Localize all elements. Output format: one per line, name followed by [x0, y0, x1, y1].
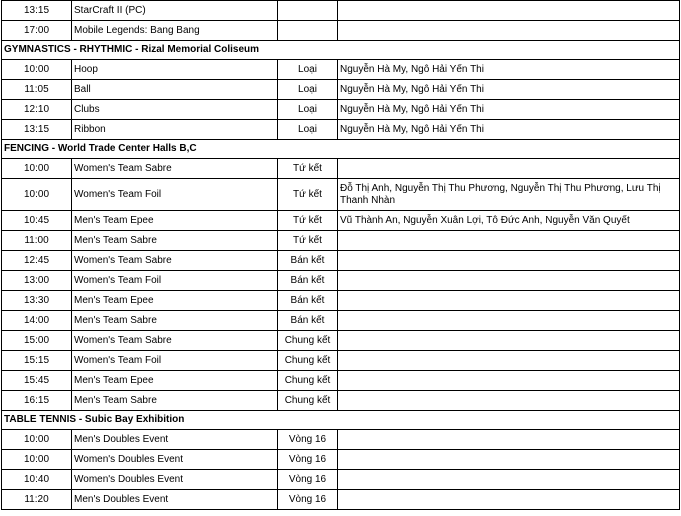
athletes-cell: Nguyễn Hà My, Ngô Hải Yến Thi [338, 120, 680, 140]
schedule-row [2, 371, 680, 391]
round-cell: Tứ kết [278, 159, 338, 179]
schedule-row [2, 271, 680, 291]
schedule-row [2, 351, 680, 371]
round-cell: Chung kết [278, 391, 338, 411]
time-cell: 10:00 [2, 179, 72, 211]
schedule-row [2, 251, 680, 271]
schedule-row [2, 450, 680, 470]
time-cell: 15:00 [2, 331, 72, 351]
athletes-cell [338, 430, 680, 450]
round-cell: Vòng 16 [278, 450, 338, 470]
time-cell: 10:00 [2, 60, 72, 80]
round-cell: Loại [278, 100, 338, 120]
event-cell: Men's Team Epee [72, 371, 278, 391]
section-title: GYMNASTICS - RHYTHMIC - Rizal Memorial Coliseum [2, 41, 680, 60]
athletes-cell [338, 470, 680, 490]
schedule-row [2, 21, 680, 41]
athletes-cell [338, 331, 680, 351]
schedule-row [2, 60, 680, 80]
round-cell [278, 1, 338, 21]
athletes-cell [338, 271, 680, 291]
schedule-row [2, 231, 680, 251]
event-cell: Clubs [72, 100, 278, 120]
section-title: FENCING - World Trade Center Halls B,C [2, 140, 680, 159]
event-cell: Men's Team Sabre [72, 311, 278, 331]
athletes-cell [338, 450, 680, 470]
athletes-cell [338, 159, 680, 179]
event-cell: Men's Team Epee [72, 211, 278, 231]
round-cell: Bán kết [278, 271, 338, 291]
round-cell: Vòng 16 [278, 430, 338, 450]
athletes-cell [338, 351, 680, 371]
event-cell: Men's Team Sabre [72, 391, 278, 411]
event-cell: Hoop [72, 60, 278, 80]
athletes-cell [338, 231, 680, 251]
event-cell: Ribbon [72, 120, 278, 140]
time-cell: 10:00 [2, 450, 72, 470]
schedule-row [2, 430, 680, 450]
time-cell: 13:15 [2, 1, 72, 21]
section-title: TABLE TENNIS - Subic Bay Exhibition [2, 411, 680, 430]
round-cell: Tứ kết [278, 211, 338, 231]
section-header-row [2, 411, 680, 430]
time-cell: 13:00 [2, 271, 72, 291]
event-cell: Women's Doubles Event [72, 450, 278, 470]
time-cell: 11:20 [2, 490, 72, 510]
athletes-cell: Nguyễn Hà My, Ngô Hải Yến Thi [338, 60, 680, 80]
time-cell: 12:10 [2, 100, 72, 120]
athletes-cell [338, 21, 680, 41]
time-cell: 15:15 [2, 351, 72, 371]
athletes-cell [338, 391, 680, 411]
schedule-row [2, 211, 680, 231]
event-cell: Women's Doubles Event [72, 470, 278, 490]
round-cell [278, 21, 338, 41]
time-cell: 11:05 [2, 80, 72, 100]
athletes-cell: Nguyễn Hà My, Ngô Hải Yến Thi [338, 80, 680, 100]
round-cell: Vòng 16 [278, 490, 338, 510]
round-cell: Loại [278, 120, 338, 140]
schedule-row [2, 1, 680, 21]
schedule-row [2, 179, 680, 211]
schedule-row [2, 100, 680, 120]
athletes-cell: Nguyễn Hà My, Ngô Hải Yến Thi [338, 100, 680, 120]
section-header-row [2, 140, 680, 159]
round-cell: Bán kết [278, 311, 338, 331]
round-cell: Chung kết [278, 331, 338, 351]
round-cell: Bán kết [278, 251, 338, 271]
time-cell: 10:40 [2, 470, 72, 490]
schedule-row [2, 470, 680, 490]
round-cell: Chung kết [278, 351, 338, 371]
event-cell: Women's Team Foil [72, 351, 278, 371]
round-cell: Loại [278, 60, 338, 80]
time-cell: 10:45 [2, 211, 72, 231]
event-cell: Men's Doubles Event [72, 430, 278, 450]
schedule-row [2, 159, 680, 179]
athletes-cell [338, 251, 680, 271]
time-cell: 10:00 [2, 159, 72, 179]
event-cell: StarCraft II (PC) [72, 1, 278, 21]
athletes-cell [338, 371, 680, 391]
time-cell: 17:00 [2, 21, 72, 41]
section-header-row [2, 41, 680, 60]
event-cell: Women's Team Sabre [72, 331, 278, 351]
round-cell: Tứ kết [278, 231, 338, 251]
athletes-cell: Đỗ Thị Anh, Nguyễn Thị Thu Phương, Nguyễn Thị Thu Phương, Lưu Thị Thanh Nhàn [338, 179, 680, 211]
schedule-row [2, 311, 680, 331]
event-cell: Men's Team Sabre [72, 231, 278, 251]
time-cell: 11:00 [2, 231, 72, 251]
event-cell: Women's Team Foil [72, 271, 278, 291]
schedule-row [2, 331, 680, 351]
time-cell: 14:00 [2, 311, 72, 331]
event-cell: Women's Team Foil [72, 179, 278, 211]
schedule-row [2, 120, 680, 140]
athletes-cell [338, 291, 680, 311]
round-cell: Chung kết [278, 371, 338, 391]
athletes-cell [338, 311, 680, 331]
round-cell: Vòng 16 [278, 470, 338, 490]
schedule-body [2, 1, 680, 510]
schedule-row [2, 490, 680, 510]
schedule-row [2, 80, 680, 100]
time-cell: 16:15 [2, 391, 72, 411]
schedule-row [2, 291, 680, 311]
event-cell: Mobile Legends: Bang Bang [72, 21, 278, 41]
event-cell: Ball [72, 80, 278, 100]
time-cell: 15:45 [2, 371, 72, 391]
round-cell: Loại [278, 80, 338, 100]
schedule-table [1, 0, 680, 510]
round-cell: Bán kết [278, 291, 338, 311]
time-cell: 13:15 [2, 120, 72, 140]
athletes-cell [338, 490, 680, 510]
event-cell: Women's Team Sabre [72, 251, 278, 271]
time-cell: 10:00 [2, 430, 72, 450]
athletes-cell: Vũ Thành An, Nguyễn Xuân Lợi, Tô Đức Anh, Nguyễn Văn Quyết [338, 211, 680, 231]
event-cell: Men's Team Epee [72, 291, 278, 311]
round-cell: Tứ kết [278, 179, 338, 211]
event-cell: Men's Doubles Event [72, 490, 278, 510]
athletes-cell [338, 1, 680, 21]
schedule-row [2, 391, 680, 411]
time-cell: 13:30 [2, 291, 72, 311]
time-cell: 12:45 [2, 251, 72, 271]
event-cell: Women's Team Sabre [72, 159, 278, 179]
